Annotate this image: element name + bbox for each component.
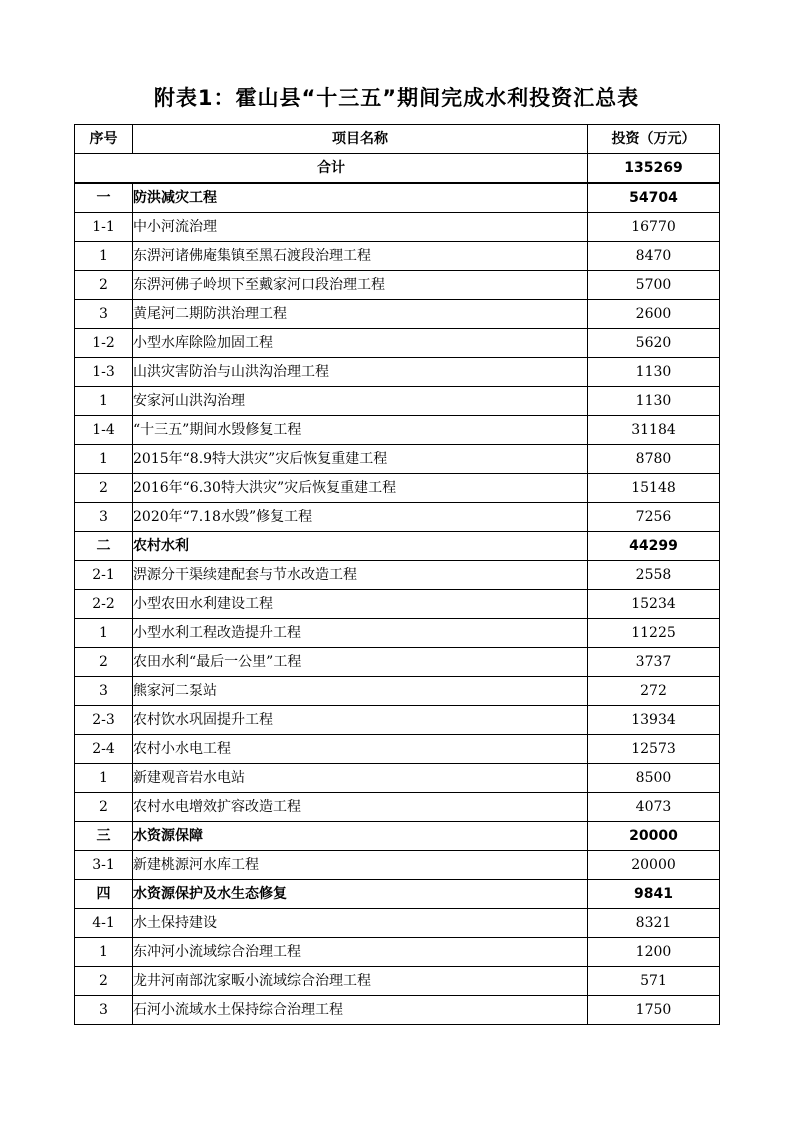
project-name-cell: 龙井河南部沈家畈小流域综合治理工程 [133,967,588,996]
investment-cell: 15234 [588,590,720,619]
investment-cell: 20000 [588,822,720,851]
table-row [75,735,720,764]
serial-number-cell: 1-3 [75,358,133,387]
table-row [75,387,720,416]
investment-cell: 8470 [588,242,720,271]
table-row [75,416,720,445]
serial-number-cell: 2 [75,648,133,677]
project-name-cell: 山洪灾害防治与山洪沟治理工程 [133,358,588,387]
serial-number-cell: 3 [75,677,133,706]
table-row [75,677,720,706]
table-row [75,271,720,300]
table-row [75,358,720,387]
investment-cell: 5700 [588,271,720,300]
serial-number-cell: 二 [75,532,133,561]
project-name-cell: 农田水利“最后一公里”工程 [133,648,588,677]
table-row [75,996,720,1025]
serial-number-cell: 3 [75,503,133,532]
serial-number-cell: 2 [75,474,133,503]
investment-cell: 2600 [588,300,720,329]
project-name-cell: 农村饮水巩固提升工程 [133,706,588,735]
project-name-cell: 农村水利 [133,532,588,561]
investment-cell: 1130 [588,358,720,387]
investment-cell: 16770 [588,213,720,242]
investment-cell: 54704 [588,183,720,213]
project-name-cell: 东冲河小流域综合治理工程 [133,938,588,967]
project-name-cell: 小型水库除险加固工程 [133,329,588,358]
serial-number-cell: 3 [75,996,133,1025]
table-row [75,503,720,532]
header-investment: 投资（万元） [588,125,720,154]
total-row [75,154,720,184]
table-row [75,213,720,242]
serial-number-cell: 三 [75,822,133,851]
project-name-cell: 东淠河佛子岭坝下至戴家河口段治理工程 [133,271,588,300]
serial-number-cell: 2-1 [75,561,133,590]
serial-number-cell: 1 [75,938,133,967]
project-name-cell: 水土保持建设 [133,909,588,938]
category-row [75,532,720,561]
investment-cell: 20000 [588,851,720,880]
project-name-cell: 黄尾河二期防洪治理工程 [133,300,588,329]
serial-number-cell: 1 [75,619,133,648]
serial-number-cell: 2-2 [75,590,133,619]
table-row [75,706,720,735]
page-title: 附表1：霍山县“十三五”期间完成水利投资汇总表 [153,86,640,110]
table-row [75,967,720,996]
table-row [75,300,720,329]
serial-number-cell: 2 [75,793,133,822]
investment-cell: 272 [588,677,720,706]
table-header [75,125,720,154]
project-name-cell: 熊家河二泵站 [133,677,588,706]
total-label: 合计 [75,154,588,184]
table-row [75,648,720,677]
investment-summary-table [74,124,720,1025]
header-serial-number: 序号 [75,125,133,154]
investment-cell: 9841 [588,880,720,909]
project-name-cell: 防洪减灾工程 [133,183,588,213]
project-name-cell: 安家河山洪沟治理 [133,387,588,416]
investment-cell: 5620 [588,329,720,358]
category-row [75,183,720,213]
project-name-cell: 2016年“6.30特大洪灾”灾后恢复重建工程 [133,474,588,503]
serial-number-cell: 4-1 [75,909,133,938]
table-row [75,474,720,503]
serial-number-cell: 1 [75,387,133,416]
serial-number-cell: 2 [75,967,133,996]
investment-cell: 13934 [588,706,720,735]
project-name-cell: 新建桃源河水库工程 [133,851,588,880]
project-name-cell: 新建观音岩水电站 [133,764,588,793]
table-row [75,851,720,880]
project-name-cell: 石河小流域水土保持综合治理工程 [133,996,588,1025]
table-row [75,590,720,619]
serial-number-cell: 2 [75,271,133,300]
table-row [75,619,720,648]
table-row [75,764,720,793]
investment-cell: 7256 [588,503,720,532]
serial-number-cell: 1 [75,242,133,271]
category-row [75,880,720,909]
project-name-cell: 水资源保护及水生态修复 [133,880,588,909]
serial-number-cell: 1-2 [75,329,133,358]
table-row [75,793,720,822]
project-name-cell: 小型农田水利建设工程 [133,590,588,619]
serial-number-cell: 3-1 [75,851,133,880]
header-row [75,125,720,154]
serial-number-cell: 2-4 [75,735,133,764]
serial-number-cell: 1-4 [75,416,133,445]
total-value: 135269 [588,154,720,184]
project-name-cell: 淠源分干渠续建配套与节水改造工程 [133,561,588,590]
project-name-cell: 东淠河诸佛庵集镇至黑石渡段治理工程 [133,242,588,271]
table-body [75,154,720,1025]
serial-number-cell: 四 [75,880,133,909]
table-row [75,242,720,271]
investment-cell: 12573 [588,735,720,764]
investment-cell: 8321 [588,909,720,938]
investment-cell: 4073 [588,793,720,822]
project-name-cell: 2015年“8.9特大洪灾”灾后恢复重建工程 [133,445,588,474]
investment-cell: 571 [588,967,720,996]
investment-cell: 8780 [588,445,720,474]
investment-cell: 8500 [588,764,720,793]
project-name-cell: 水资源保障 [133,822,588,851]
investment-cell: 1130 [588,387,720,416]
project-name-cell: 中小河流治理 [133,213,588,242]
serial-number-cell: 2-3 [75,706,133,735]
serial-number-cell: 1 [75,764,133,793]
investment-cell: 1200 [588,938,720,967]
table-row [75,938,720,967]
serial-number-cell: 1-1 [75,213,133,242]
investment-cell: 15148 [588,474,720,503]
serial-number-cell: 1 [75,445,133,474]
project-name-cell: “十三五”期间水毁修复工程 [133,416,588,445]
table-row [75,445,720,474]
investment-cell: 11225 [588,619,720,648]
investment-cell: 3737 [588,648,720,677]
table-row [75,329,720,358]
table-row [75,909,720,938]
project-name-cell: 小型水利工程改造提升工程 [133,619,588,648]
serial-number-cell: 3 [75,300,133,329]
investment-cell: 44299 [588,532,720,561]
project-name-cell: 农村水电增效扩容改造工程 [133,793,588,822]
investment-cell: 31184 [588,416,720,445]
header-project-name: 项目名称 [133,125,588,154]
project-name-cell: 农村小水电工程 [133,735,588,764]
investment-cell: 1750 [588,996,720,1025]
serial-number-cell: 一 [75,183,133,213]
investment-cell: 2558 [588,561,720,590]
project-name-cell: 2020年“7.18水毁”修复工程 [133,503,588,532]
table-row [75,561,720,590]
category-row [75,822,720,851]
